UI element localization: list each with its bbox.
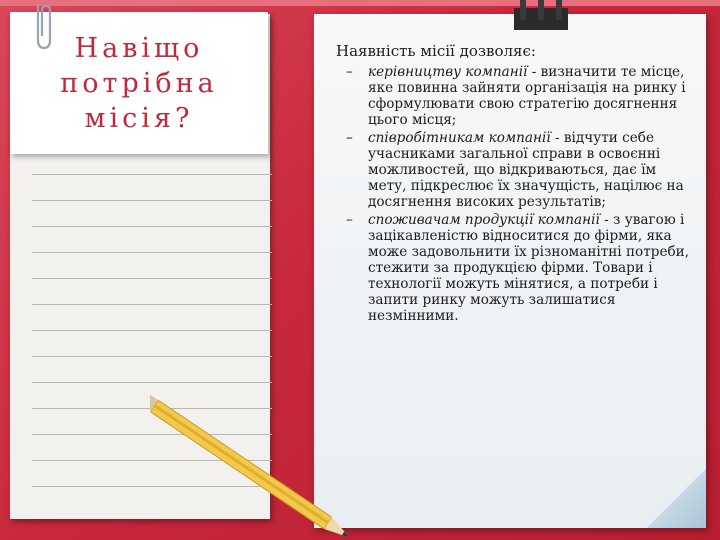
notepad-line (32, 174, 272, 175)
notepad-line (32, 330, 272, 331)
notepad-line (32, 304, 272, 305)
notepad-line (32, 278, 272, 279)
lead-text: Наявність місії дозволяє: (336, 42, 536, 60)
item-text: - визначити те місце, яке повинна зайняти організація на ринку і сформулювати свою стратегію досягнення цього місця; (368, 64, 686, 128)
list-item (336, 130, 698, 210)
item-text: - з увагою і зацікавленістю відноситися до фірми, яка може задовольнити їх різноманітні потреби, стежити за продукцією фірми. Товари і технології можуть мінятися, а потреби і запити ринку можуть залишатися незмінними. (368, 212, 690, 324)
item-term: керівництву компанії (368, 64, 528, 80)
slide-body (336, 42, 698, 326)
item-text: - відчути себе учасниками загальної справи в освоєнні можливостей, що відкриваються, дає їм мету, підкреслює їх значущість, націлює на досягнення високих результатів; (368, 130, 684, 210)
item-term: співробітникам компанії (368, 130, 551, 146)
bullet-list (336, 64, 698, 324)
notepad-line (32, 226, 272, 227)
notepad-line (32, 200, 272, 201)
dash-marker: – (346, 130, 353, 146)
top-stripe (0, 0, 720, 6)
list-item (336, 64, 698, 128)
dash-marker: – (346, 64, 353, 80)
pencil-icon (150, 380, 400, 540)
slide-title-line-3: місія? (84, 102, 194, 134)
slide-title-line-2: потрібна (60, 67, 218, 99)
paperclip-icon (30, 0, 58, 52)
item-term: споживачам продукції компанії (368, 212, 600, 228)
list-item (336, 212, 698, 324)
binder-clip-icon (508, 0, 574, 30)
page-curl (646, 468, 706, 528)
notepad-line (32, 252, 272, 253)
slide-title-line-1: Навіщо (74, 32, 204, 64)
dash-marker: – (346, 212, 353, 228)
notepad-line (32, 356, 272, 357)
